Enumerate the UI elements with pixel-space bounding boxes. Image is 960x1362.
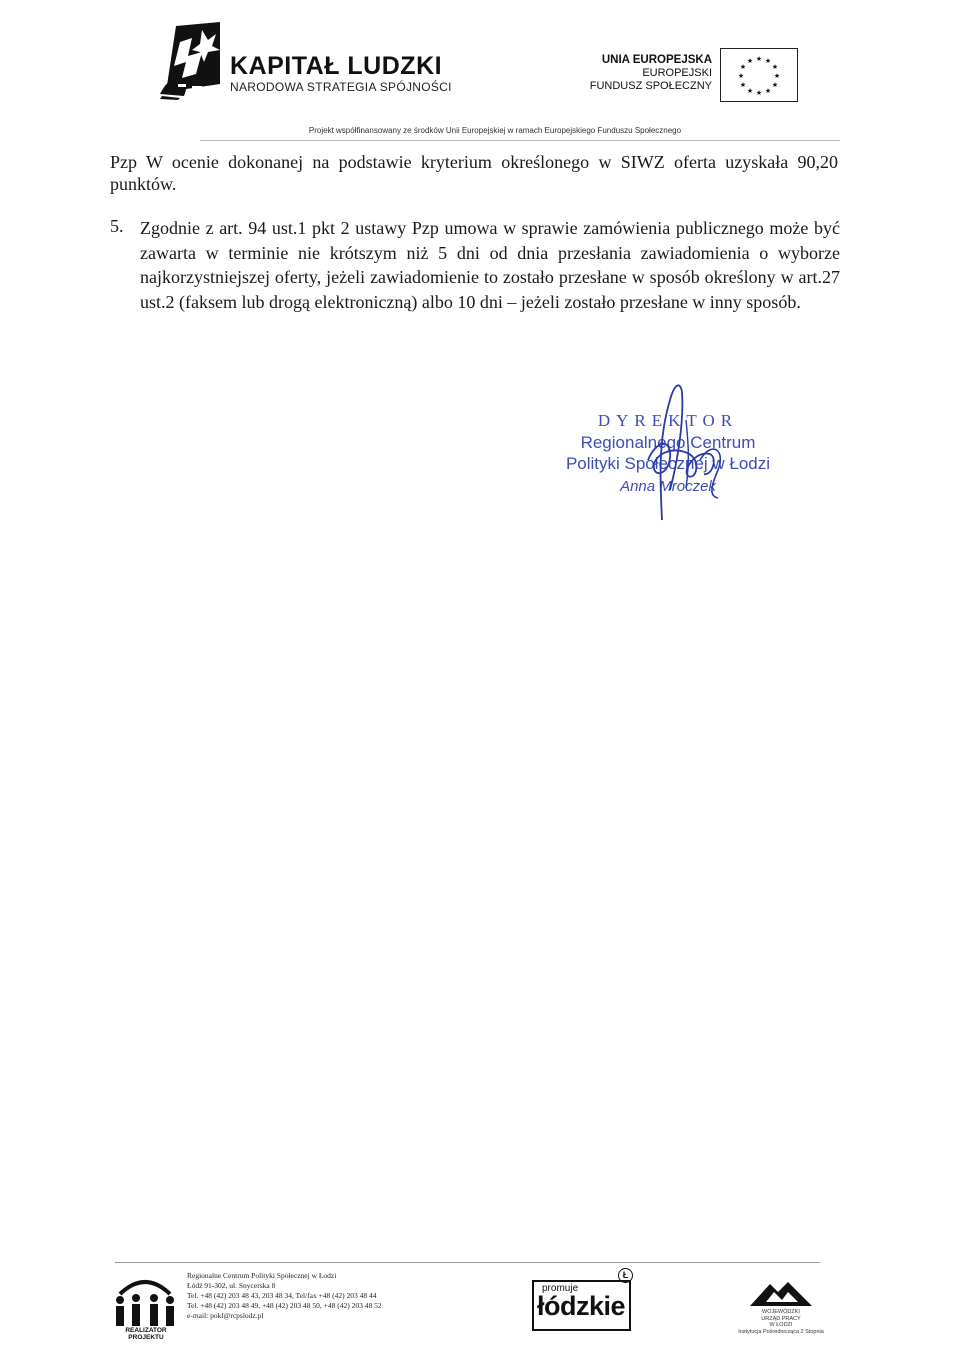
paragraph-evaluation: Pzp W ocenie dokonanej na podstawie kryterium określonego w SIWZ oferta uzyskała 90,20 punktów. [110, 152, 838, 194]
registered-mark: Ł [618, 1268, 633, 1283]
footer-address-line: Tel. +48 (42) 203 48 43, 203 48 34, Tel/fax +48 (42) 203 48 44 [187, 1291, 377, 1300]
realizator-logo-icon [112, 1268, 178, 1328]
kapital-ludzki-logo-icon [158, 22, 228, 100]
stamp-institution-line-1: Regionalnego Centrum [580, 433, 756, 452]
wup-text-block [736, 1309, 826, 1335]
eu-line-3: FUNDUSZ SPOŁECZNY [589, 80, 712, 92]
wup-lodz-logo-icon [748, 1280, 814, 1308]
svg-text:★: ★ [773, 72, 781, 80]
kapital-ludzki-title: KAPITAŁ LUDZKI [230, 52, 443, 80]
svg-text:★: ★ [764, 87, 772, 95]
svg-text:★: ★ [746, 57, 754, 65]
footer-divider [115, 1262, 820, 1263]
header-divider [200, 140, 840, 141]
paragraph-number: 5. [110, 216, 124, 236]
footer-address-line: Regionalne Centrum Polityki Społecznej w Łodzi [187, 1271, 337, 1280]
promuje-label: promuje [542, 1283, 579, 1294]
svg-text:★: ★ [755, 89, 763, 97]
svg-text:★: ★ [739, 63, 747, 71]
wup-line: W ŁODZI [769, 1322, 793, 1328]
stamp-institution-line-2: Polityki Społecznej w Łodzi [565, 454, 771, 473]
svg-text:★: ★ [771, 63, 779, 71]
footer-address-block [187, 1271, 487, 1321]
eu-flag-icon [720, 48, 798, 102]
footer-address-line: Tel. +48 (42) 203 48 49, +48 (42) 203 48 50, +48 (42) 203 48 52 [187, 1301, 382, 1310]
svg-text:★: ★ [771, 81, 779, 89]
realizator-label: REALIZATOR PROJEKTU [125, 1327, 167, 1341]
svg-text:★: ★ [737, 72, 745, 80]
stamp-name: Anna Mroczek [620, 478, 716, 495]
svg-text:★: ★ [739, 81, 747, 89]
stamp-title: DYREKTOR [597, 411, 739, 430]
svg-text:★: ★ [764, 57, 772, 65]
svg-text:★: ★ [746, 87, 754, 95]
svg-text:★: ★ [755, 55, 763, 63]
project-cofinancing-line: Projekt współfinansowany ze środków Unii Europejskiej w ramach Europejskiego Funduszu Społecznego [308, 126, 682, 135]
wup-line: URZĄD PRACY [761, 1315, 801, 1322]
footer-address-line: Łódź 91-302, ul. Snycerska 8 [187, 1281, 276, 1290]
kapital-ludzki-subtitle: NARODOWA STRATEGIA SPÓJNOŚCI [230, 80, 452, 94]
lodzkie-label: łódzkie [537, 1291, 626, 1321]
handwritten-signature-icon [600, 380, 750, 530]
paragraph-contract-terms: Zgodnie z art. 94 ust.1 pkt 2 ustawy Pzp umowa w sprawie zamówienia publicznego może być zawarta w terminie nie krótszym niż 5 dni od dnia przesłania zawiadomienia o wyborze najkorzystniejszej oferty, jeżeli zawiadomienie to zostało przesłane w sposób określony w art.27 ust.2 (faksem lub drogą elektroniczną) albo 10 dni – jeżeli zostało przesłane w inny sposób. [140, 218, 840, 312]
wup-line: Instytucja Pośrednicząca 2 Stopnia [738, 1328, 824, 1335]
eu-line-1: UNIA EUROPEJSKA [601, 54, 712, 66]
eu-line-2: EUROPEJSKI [642, 67, 712, 79]
wup-line: WOJEWÓDZKI [762, 1309, 800, 1315]
footer-email: e-mail: pokl@rcpslodz.pl [187, 1311, 264, 1320]
eu-text-block [560, 54, 712, 93]
